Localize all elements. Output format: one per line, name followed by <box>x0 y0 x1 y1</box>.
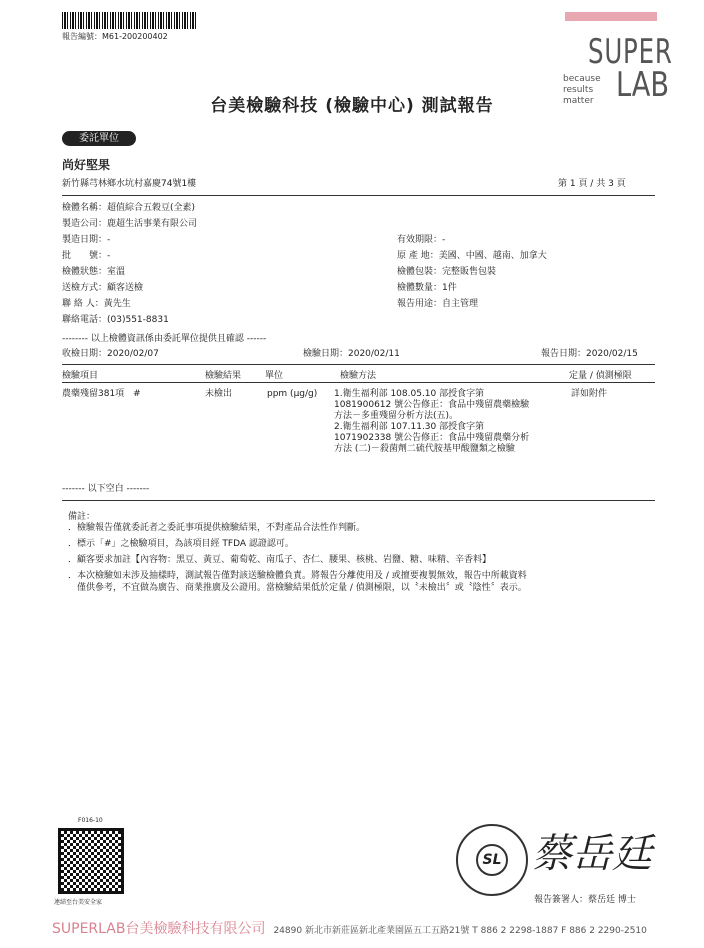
sample-purpose: 報告用途：自主管理 <box>397 299 479 309</box>
note-item: ．本次檢驗如未涉及抽樣時，測試報告僅對該送驗檢體負責。將報告分離使用及 / 或擅要複製無效，報告中所載資料 <box>68 571 527 581</box>
seal-logo: SL <box>476 844 508 876</box>
page-info: 第 1 頁 / 共 3 頁 <box>558 179 626 189</box>
report-title: 台美檢驗科技 (檢驗中心) 測試報告 <box>210 96 494 116</box>
lab-seal <box>456 824 528 896</box>
report-date: 報告日期：2020/02/15 <box>541 349 638 359</box>
signer-label: 報告簽署人：蔡岳廷 博士 <box>534 895 636 905</box>
sample-phone: 聯絡電話：(03)551-8831 <box>62 315 169 325</box>
report-number: 報告編號：M61-200200402 <box>62 32 168 41</box>
method-line: 方法－多重殘留分析方法(五)。 <box>334 411 459 421</box>
sample-maker: 製造公司：鹿超生活事業有限公司 <box>62 219 198 229</box>
note-item: ．顧客要求加註【內容物：黑豆、黃豆、葡萄乾、南瓜子、杏仁、腰果、核桃、岩鹽、糖、味精、辛香料】 <box>68 555 492 565</box>
notes-divider <box>62 500 655 501</box>
logo-lab: LAB <box>616 65 670 105</box>
table-header-border <box>62 382 655 383</box>
method-line: 1081900612 號公告修正：食品中殘留農藥檢驗 <box>334 400 530 410</box>
client-name: 尚好堅果 <box>62 158 111 172</box>
row-result: 未檢出 <box>205 389 233 399</box>
header-method: 檢驗方法 <box>340 371 377 381</box>
test-date: 檢驗日期：2020/02/11 <box>303 349 400 359</box>
qr-code[interactable] <box>58 828 124 894</box>
divider <box>62 195 655 196</box>
row-item: 農藥殘留381項 # <box>62 389 141 399</box>
sample-origin: 原 產 地：美國、中國、越南、加拿大 <box>397 251 547 261</box>
sample-packaging: 檢體包裝：完整販售包裝 <box>397 267 497 277</box>
notes-title: 備註： <box>68 512 96 522</box>
footer-bar <box>52 918 647 938</box>
logo-super: SUPER <box>588 32 673 72</box>
note-item: ．檢驗報告僅就委託者之委託事項提供檢驗結果，不對產品合法性作判斷。 <box>68 523 366 533</box>
logo-accent-bar <box>565 12 657 21</box>
sample-mfg-date: 製造日期：- <box>62 235 111 245</box>
row-method <box>334 389 529 455</box>
method-line: 1071902338 號公告修正：食品中殘留農藥分析 <box>334 433 530 443</box>
row-limit: 詳如附件 <box>571 389 608 399</box>
row-unit: ppm (μg/g) <box>267 389 318 399</box>
qr-code-label: 連結至台美安全家 <box>54 899 103 906</box>
sample-batch: 批 號：- <box>62 251 111 261</box>
header-limit: 定量 / 偵測極限 <box>569 371 632 381</box>
note-item: ．標示「#」之檢驗項目，為該項目經 TFDA 認證認可。 <box>68 539 294 549</box>
header-result: 檢驗結果 <box>205 371 242 381</box>
logo-tag-line: matter <box>563 96 594 106</box>
method-line: 方法 (二)－殺菌劑二硫代胺基甲酸鹽類之檢驗 <box>334 444 515 454</box>
blank-line: ------- 以下空白 ------- <box>62 484 150 494</box>
method-line: 1.衛生福利部 108.05.10 部授食字第 <box>334 389 485 399</box>
logo-tag-line: because <box>563 74 601 84</box>
sample-quantity: 檢體數量：1件 <box>397 283 457 293</box>
client-section-label: 委託單位 <box>62 131 136 146</box>
barcode <box>62 12 196 29</box>
sample-state: 檢體狀態：室溫 <box>62 267 126 277</box>
client-address: 新竹縣芎林鄉水坑村嘉慶74號1樓 <box>62 179 197 189</box>
sample-expiry: 有效期限：- <box>397 235 446 245</box>
footer-address: 24890 新北市新莊區新北產業園區五工五路21號 T 886 2 2298-1887 F 886 2 2290-2510 <box>273 926 647 936</box>
sample-delivery: 送檢方式：顧客送檢 <box>62 283 144 293</box>
header-item: 檢驗項目 <box>62 371 99 381</box>
signature: 蔡岳廷 <box>532 831 652 877</box>
method-line: 2.衛生福利部 107.11.30 部授食字第 <box>334 422 485 432</box>
sample-note-line: -------- 以上檢體資訊係由委託單位提供且確認 ------ <box>62 334 267 344</box>
sample-contact: 聯 絡 人：黃先生 <box>62 299 131 309</box>
footer-brand: SUPERLAB台美檢驗科技有限公司 <box>52 921 266 937</box>
qr-code-id: F016-10 <box>78 817 103 824</box>
note-item: 僅供參考，不宜做為廣告、商業推廣及公證用。當檢驗結果低於定量 / 偵測極限，以〝未檢出〞或〝陰性〞表示。 <box>68 583 527 593</box>
received-date: 收檢日期：2020/02/07 <box>62 349 159 359</box>
sample-name: 檢體名稱：超值綜合五穀豆(全素) <box>62 203 196 213</box>
header-unit: 單位 <box>265 371 284 381</box>
table-top-border <box>62 364 655 365</box>
logo-tag-line: results <box>563 85 594 95</box>
